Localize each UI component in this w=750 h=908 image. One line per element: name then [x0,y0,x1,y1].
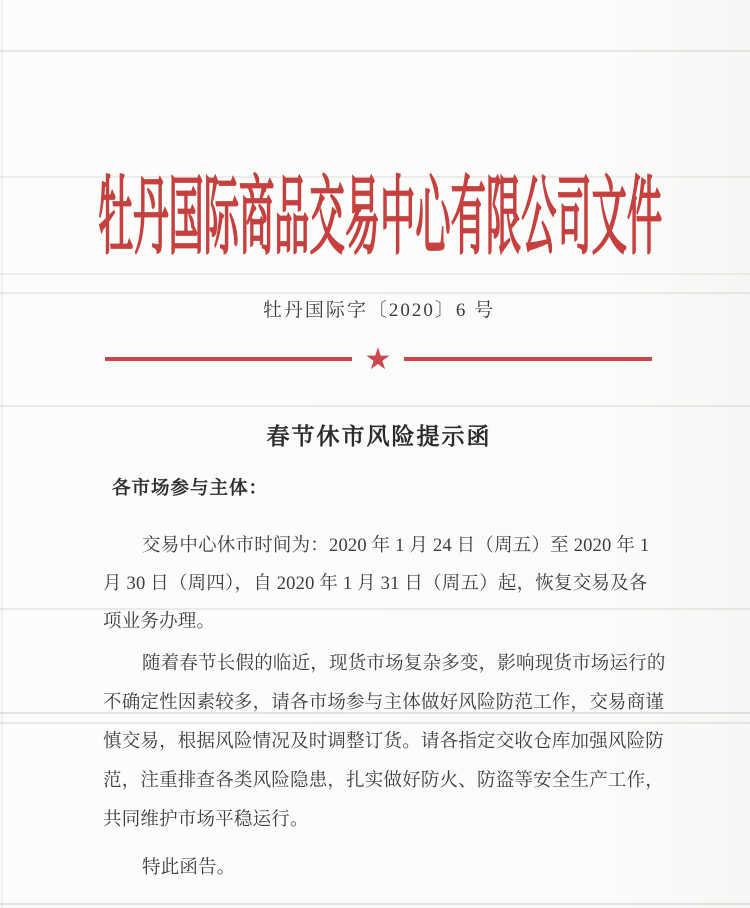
paragraph-2 [103,645,666,840]
closing-statement [103,849,659,887]
paragraph-1 [103,527,659,641]
salutation: 各市场参与主体： [112,479,269,499]
scan-artifact-line [0,903,750,905]
divider-line-left [105,357,352,361]
divider-line-right [404,357,652,361]
text-line: 随着春节长假的临近，现货市场复杂多变，影响现货市场运行的 [142,654,666,674]
text-line: 慎交易，根据风险情况及时调整订货。请各指定交收仓库加强风险防 [103,732,665,752]
text-line: 范，注重排查各类风险隐患，扎实做好防火、防盗等安全生产工作， [103,771,665,791]
scan-artifact-line [0,292,750,294]
text-line: 月 30 日（周四），自 2020 年 1 月 31 日（周五）起，恢复交易及各 [103,574,648,594]
star-icon: ★ [364,342,392,377]
scan-artifact-line [0,273,750,275]
text-line: 特此函告。 [142,858,236,878]
text-line: 共同维护市场平稳运行。 [103,810,309,830]
text-line: 交易中心休市时间为：2020 年 1 月 24 日（周五）至 2020 年 1 [142,536,650,556]
scan-artifact-line [0,405,750,407]
text-line: 不确定性因素较多，请各市场参与主体做好风险防范工作，交易商谨 [103,693,665,713]
document-title: 春节休市风险提示函 [266,423,492,449]
text-line: 项业务办理。 [103,612,216,632]
scan-artifact-edge [1,0,3,908]
letterhead-org-name: 牡丹国际商品交易中心有限公司文件 [98,169,663,265]
scan-artifact-line [0,50,750,52]
document-number: 牡丹国际字〔2020〕6 号 [262,300,496,321]
